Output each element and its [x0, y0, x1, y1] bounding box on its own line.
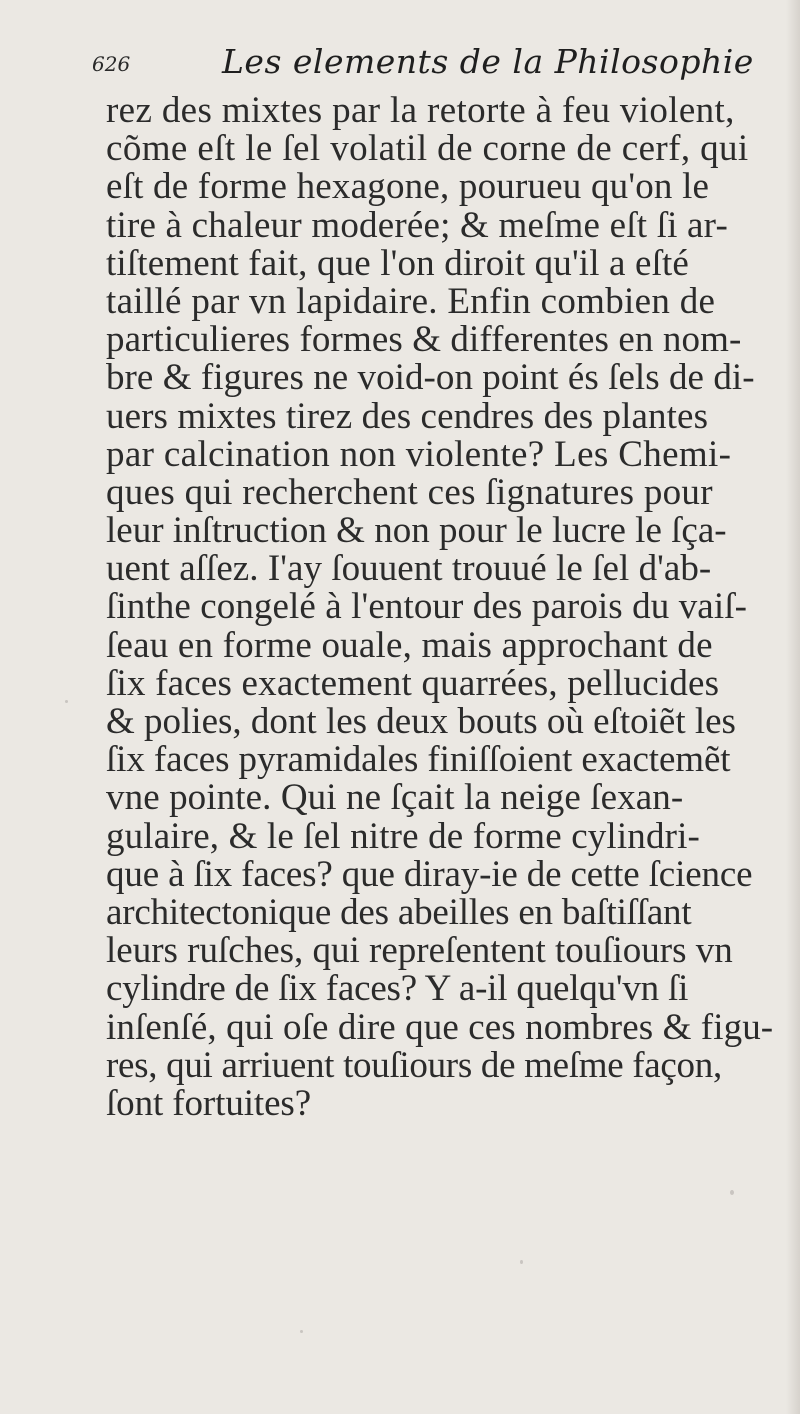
text-line: par calcination non violente? Les Chemi-	[106, 433, 732, 475]
text-line: eſt de forme hexagone, pourueu qu'on le	[106, 166, 710, 208]
text-line: ſix faces pyramidales finiſſoient exactemẽt	[106, 739, 731, 781]
paper-speck	[730, 1190, 734, 1195]
text-line: leurs ruſches, qui repreſentent touſiours vn	[106, 930, 733, 972]
text-line: uent aſſez. I'ay ſouuent trouué le ſel d'ab-	[106, 548, 712, 590]
text-line: tiſtement fait, que l'on diroit qu'il a eſté	[106, 242, 690, 284]
page-edge-shadow	[786, 0, 800, 1414]
paper-speck	[300, 1330, 303, 1333]
text-line: uers mixtes tirez des cendres des plantes	[106, 395, 709, 437]
text-line: inſenſé, qui oſe dire que ces nombres & figu-	[106, 1006, 774, 1048]
text-line: ſix faces exactement quarrées, pellucides	[106, 662, 720, 704]
text-line: architectonique des abeilles en baſtiſſant	[106, 891, 692, 933]
text-line: & polies, dont les deux bouts où eſtoiẽt les	[106, 701, 736, 742]
paper-speck	[65, 700, 68, 703]
text-line: cylindre de ſix faces? Y a-il quelqu'vn ſi	[106, 968, 689, 1010]
text-line: gulaire, & le ſel nitre de forme cylindri-	[106, 815, 700, 857]
text-line: vne pointe. Qui ne ſçait la neige ſexan-	[106, 777, 684, 819]
text-line: ſont fortuites?	[106, 1082, 312, 1124]
text-line: bre & figures ne void-on point és ſels de di-	[106, 357, 755, 399]
text-line: ſeau en forme ouale, mais approchant de	[106, 624, 713, 666]
paper-speck	[520, 1260, 523, 1264]
text-line: taillé par vn lapidaire. Enfin combien de	[106, 280, 716, 322]
page-number: 626	[92, 52, 131, 76]
text-line: res, qui arriuent touſiours de meſme façon,	[106, 1044, 722, 1086]
running-title: Les elements de la Philosophie	[222, 42, 754, 81]
text-line: ſinthe congelé à l'entour des parois du vaiſ-	[106, 586, 747, 628]
text-line: particulieres formes & differentes en nom-	[106, 319, 742, 361]
text-line: ques qui recherchent ces ſignatures pour	[106, 471, 713, 513]
text-line: leur inſtruction & non pour le lucre le ſça-	[106, 510, 727, 552]
body-text	[106, 92, 796, 1123]
text-line: cõme eſt le ſel volatil de corne de cerf, qui	[106, 128, 749, 170]
text-line: que à ſix faces? que diray-ie de cette ſcience	[106, 853, 753, 895]
text-line: tire à chaleur moderée; & meſme eſt ſi ar-	[106, 204, 728, 246]
text-line: rez des mixtes par la retorte à feu violent,	[106, 90, 735, 131]
